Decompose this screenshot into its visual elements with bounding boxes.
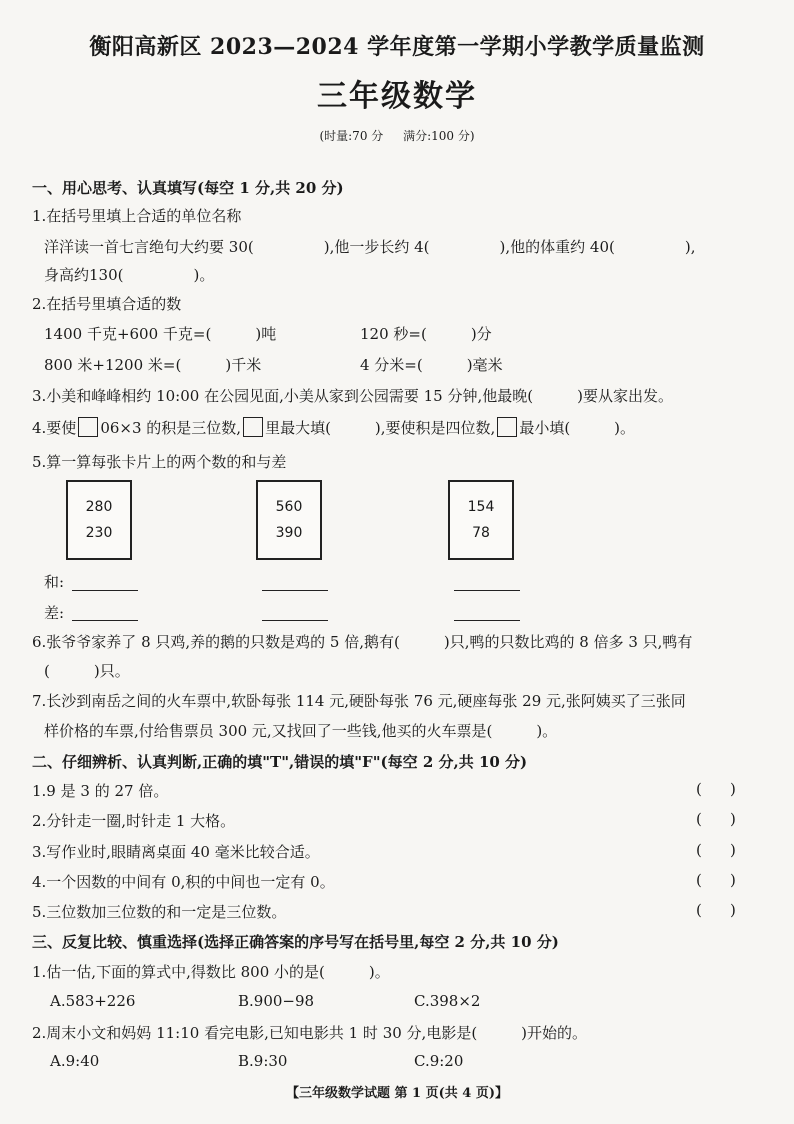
paren-close: ) (730, 901, 736, 919)
q5-sum-blank-3[interactable] (454, 590, 520, 591)
card-bottom-number: 78 (472, 525, 490, 541)
q5-sum-label: 和: (44, 573, 65, 591)
q5-card-3 (448, 480, 514, 560)
q2-text-r1b: )吨 (255, 325, 277, 343)
tf-answer-5[interactable] (696, 901, 764, 919)
q1-text-f: )。 (193, 266, 215, 284)
mc-q2-option-a[interactable]: A.9:40 (50, 1052, 100, 1070)
q4-text-a: 4.要使 (32, 419, 77, 437)
exam-header (0, 30, 794, 144)
paren-close: ) (730, 871, 736, 889)
q1-text-b: ),他一步长约 4( (323, 238, 430, 256)
q2-text-r2a: 800 米+1200 米=( (44, 356, 182, 374)
q5-card-2 (256, 480, 322, 560)
q2-stem: 2.在括号里填合适的数 (32, 295, 182, 313)
paren-open: ( (696, 871, 702, 889)
mc-q2-option-b[interactable]: B.9:30 (238, 1052, 288, 1070)
q7-text-b: 样价格的车票,付给售票员 300 元,又找回了一些钱,他买的火车票是( (44, 722, 493, 740)
section3-title: 三、反复比较、慎重选择(选择正确答案的序号写在括号里,每空 2 分,共 10 分) (32, 933, 559, 951)
q1-text-d: ), (684, 238, 696, 256)
card-bottom-number: 390 (275, 525, 303, 541)
q5-diff-blank-2[interactable] (262, 620, 328, 621)
q1-stem: 1.在括号里填上合适的单位名称 (32, 207, 242, 225)
paren-close: ) (730, 810, 736, 828)
q7-text-c: )。 (536, 722, 558, 740)
q1-text-a: 洋洋读一首七言绝句大约要 30( (44, 238, 254, 256)
q5-sum-blank-1[interactable] (72, 590, 138, 591)
q4-box-1[interactable] (78, 417, 98, 437)
q6-text-d: )只。 (93, 662, 130, 680)
q6-line2 (44, 660, 130, 681)
paren-open: ( (696, 901, 702, 919)
exam-meta (0, 127, 794, 144)
q1-line2 (44, 264, 214, 285)
q2-text-r1c: 120 秒=( (360, 325, 427, 343)
q2-row1 (44, 323, 276, 344)
q3-text-b: )要从家出发。 (577, 387, 673, 405)
q7-line2 (44, 720, 557, 741)
paren-open: ( (696, 841, 702, 859)
q1-text-e: 身高约130( (44, 266, 124, 284)
q1-text-c: ),他的体重约 40( (499, 238, 615, 256)
q2-text-r1d: )分 (470, 325, 492, 343)
q4-text-d: ),要使积是四位数, (374, 419, 496, 437)
paren-close: ) (730, 841, 736, 859)
q2-row2 (44, 354, 261, 375)
tf-item-5: 5.三位数加三位数的和一定是三位数。 (32, 903, 287, 921)
card-top-number: 154 (467, 499, 495, 515)
q3 (32, 385, 673, 406)
mc-q1-option-a[interactable]: A.583+226 (50, 992, 136, 1010)
exam-title: 衡阳高新区 2023—2024 学年度第一学期小学教学质量监测 (89, 34, 705, 60)
mc-q1-text-b: )。 (368, 963, 390, 981)
q5-sum-blank-2[interactable] (262, 590, 328, 591)
q4-text-c: 里最大填( (265, 419, 331, 437)
q6-text-a: 6.张爷爷家养了 8 只鸡,养的鹅的只数是鸡的 5 倍,鹅有( (32, 633, 400, 651)
tf-item-3: 3.写作业时,眼睛离桌面 40 毫米比较合适。 (32, 843, 320, 861)
mc-q2-text-a: 2.周末小文和妈妈 11:10 看完电影,已知电影共 1 时 30 分,电影是( (32, 1024, 478, 1042)
tf-item-4: 4.一个因数的中间有 0,积的中间也一定有 0。 (32, 873, 335, 891)
q5-diff-blank-1[interactable] (72, 620, 138, 621)
q3-text-a: 3.小美和峰峰相约 10:00 在公园见面,小美从家到公园需要 15 分钟,他最晚( (32, 387, 534, 405)
q2-text-r1a: 1400 千克+600 千克=( (44, 325, 212, 343)
card-bottom-number: 230 (85, 525, 113, 541)
mc-q2 (32, 1022, 587, 1043)
q2-text-r2c: 4 分米=( (360, 356, 423, 374)
section1-title: 一、用心思考、认真填写(每空 1 分,共 20 分) (32, 179, 344, 197)
mc-q1 (32, 961, 390, 982)
q5-stem: 5.算一算每张卡片上的两个数的和与差 (32, 453, 287, 471)
q5-card-1 (66, 480, 132, 560)
q6-text-b: )只,鸭的只数比鸡的 8 倍多 3 只,鸭有 (443, 633, 693, 651)
q6-text-c: ( (44, 662, 50, 680)
paren-open: ( (696, 810, 702, 828)
q6-line1 (32, 631, 692, 652)
tf-answer-4[interactable] (696, 871, 764, 889)
q4 (32, 417, 635, 438)
q2-row2-right (360, 354, 503, 375)
page-footer: 【三年级数学试题 第 1 页(共 4 页)】 (285, 1086, 509, 1101)
card-top-number: 280 (85, 499, 113, 515)
q5-diff-label: 差: (44, 604, 65, 622)
q2-text-r2b: )千米 (225, 356, 262, 374)
q2-text-r2d: )毫米 (466, 356, 503, 374)
q7-line1: 7.长沙到南岳之间的火车票中,软卧每张 114 元,硬卧每张 76 元,硬座每张 29 元,张阿姨买了三张同 (32, 692, 686, 710)
mc-q1-option-b[interactable]: B.900−98 (238, 992, 315, 1010)
subject-title: 三年级数学 (317, 79, 477, 114)
q5-diff-blank-3[interactable] (454, 620, 520, 621)
tf-item-2: 2.分针走一圈,时针走 1 大格。 (32, 812, 236, 830)
card-top-number: 560 (275, 499, 303, 515)
time-limit: (时量:70 分 (319, 129, 384, 143)
mc-q1-text-a: 1.估一估,下面的算式中,得数比 800 小的是( (32, 963, 325, 981)
tf-answer-3[interactable] (696, 841, 764, 859)
mc-q2-option-c[interactable]: C.9:20 (414, 1052, 464, 1070)
paren-close: ) (730, 780, 736, 798)
q4-box-2[interactable] (243, 417, 263, 437)
section2-title: 二、仔细辨析、认真判断,正确的填"T",错误的填"F"(每空 2 分,共 10 分) (32, 753, 528, 771)
tf-item-1: 1.9 是 3 的 27 倍。 (32, 782, 169, 800)
tf-answer-2[interactable] (696, 810, 764, 828)
mc-q1-option-c[interactable]: C.398×2 (414, 992, 481, 1010)
mc-q2-text-b: )开始的。 (521, 1024, 588, 1042)
q4-text-b: 06×3 的积是三位数, (100, 419, 242, 437)
q4-text-e: 最小填( (519, 419, 571, 437)
tf-answer-1[interactable] (696, 780, 764, 798)
q1-line1 (44, 236, 695, 257)
q4-text-f: )。 (614, 419, 636, 437)
q4-box-3[interactable] (497, 417, 517, 437)
full-score: 满分:100 分) (403, 129, 475, 143)
paren-open: ( (696, 780, 702, 798)
q2-row1-right (360, 323, 492, 344)
